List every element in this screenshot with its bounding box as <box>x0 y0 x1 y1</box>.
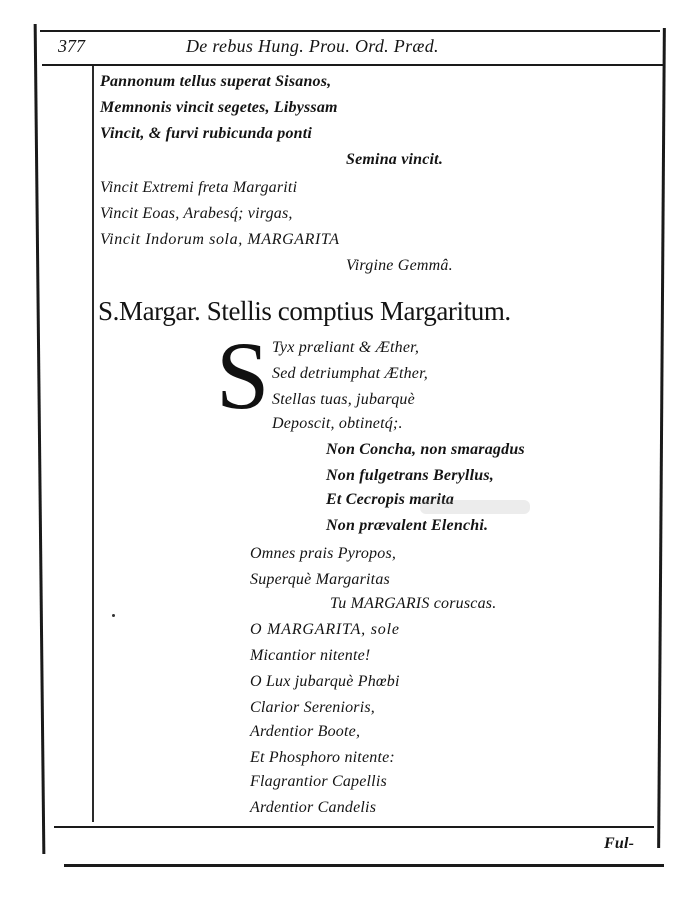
left-margin-rule <box>34 24 46 854</box>
poem1-line: Vincit Eoas, Arabesq́; virgas, <box>100 205 293 222</box>
poem2-line: Et Cecropis marita <box>326 491 455 508</box>
page-number: 377 <box>58 36 85 56</box>
header-top-rule <box>40 30 660 32</box>
poem2-line: Non Concha, non smaragdus <box>326 441 525 458</box>
running-title: De rebus Hung. Prou. Ord. Præd. <box>186 36 439 56</box>
poem2-line: Stellas tuas, jubarquè <box>272 391 415 408</box>
poem2-line: Non fulgetrans Beryllus, <box>326 467 494 484</box>
poem1-line: Semina vincit. <box>346 151 444 168</box>
section-heading: S.Margar. Stellis comptius Margaritum. <box>98 296 511 326</box>
poem1-line: Virgine Gemmâ. <box>346 257 453 274</box>
inner-text-rule <box>92 66 94 822</box>
stray-ink-dot <box>112 614 115 617</box>
footer-rule <box>54 826 654 828</box>
poem1-line: Vincit Indorum sola, MARGARITA <box>100 231 340 248</box>
poem2-line: Sed detriumphat Æther, <box>272 365 428 382</box>
right-margin-rule <box>657 28 666 848</box>
poem2-line: Tyx præliant & Æther, <box>272 339 420 356</box>
poem2-line: Non prævalent Elenchi. <box>326 517 489 534</box>
poem2-line: Deposcit, obtinetq́;. <box>272 415 403 432</box>
poem2-line: Clarior Serenioris, <box>250 699 375 716</box>
poem2-line: O Lux jubarquè Phœbi <box>250 673 400 690</box>
poem1-line: Vincit, & furvi rubicunda ponti <box>100 125 313 142</box>
bottom-frame-rule <box>64 864 664 867</box>
poem2-line: Flagrantior Capellis <box>250 773 387 790</box>
poem2-line: Tu MARGARIS coruscas. <box>330 595 497 612</box>
poem2-line: Ardentior Candelis <box>250 799 377 816</box>
poem1-line: Vincit Extremi freta Margariti <box>100 179 298 196</box>
poem2-line: O MARGARITA, sole <box>250 621 400 638</box>
catchword: Ful- <box>604 835 635 852</box>
poem1-line: Pannonum tellus superat Sisanos, <box>100 73 332 90</box>
poem2-line: Ardentior Boote, <box>250 723 361 740</box>
poem2-line: Superquè Margaritas <box>250 571 390 588</box>
ink-smudge <box>420 500 530 514</box>
poem2-line: Micantior nitente! <box>250 647 371 664</box>
poem2-line: Omnes prais Pyropos, <box>250 545 397 562</box>
poem2-line: Et Phosphoro nitente: <box>250 749 395 766</box>
header-bottom-rule <box>42 64 664 66</box>
drop-cap: S <box>216 322 270 429</box>
poem1-line: Memnonis vincit segetes, Libyssam <box>100 99 338 116</box>
